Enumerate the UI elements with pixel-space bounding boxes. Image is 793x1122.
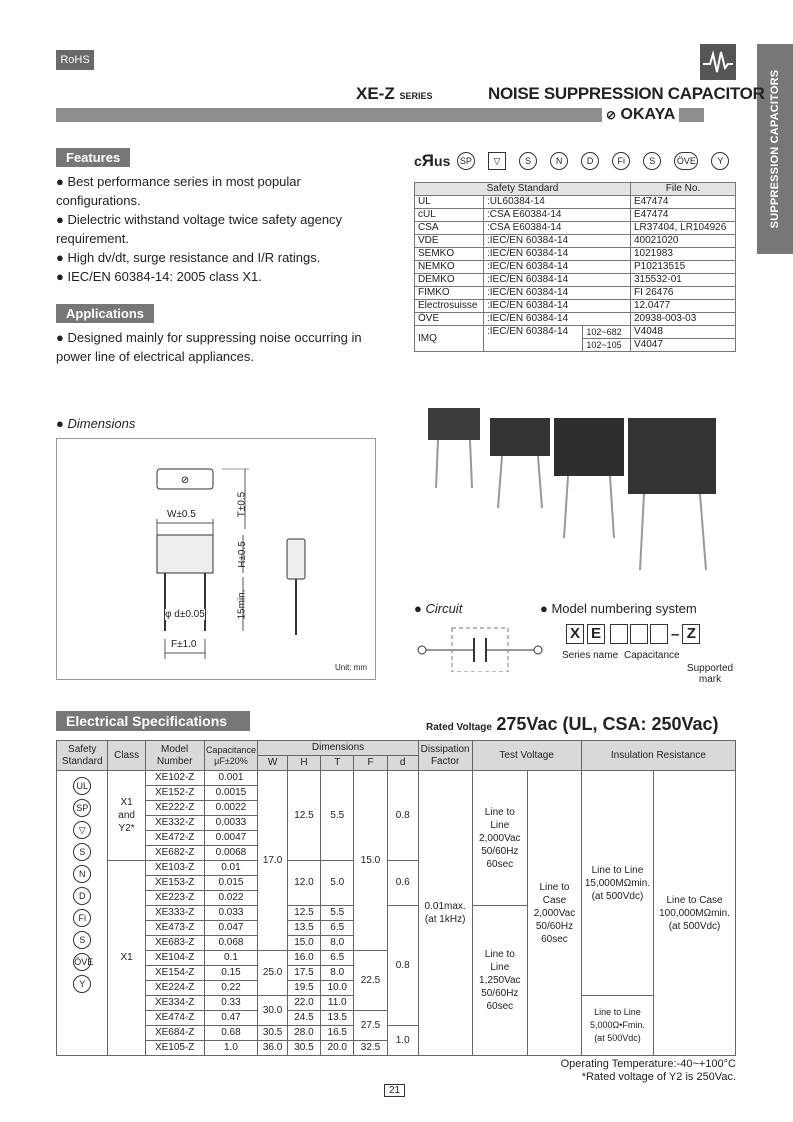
safety-row: [415, 287, 736, 300]
semko-icon: S: [519, 152, 537, 170]
okaya-mark-icon: ⊘: [606, 108, 617, 122]
safety-row: [415, 222, 736, 235]
imq-icon: Y: [73, 975, 91, 993]
capacitance: 0.068: [204, 936, 258, 951]
dim-t: 5.5: [321, 771, 354, 861]
capacitance: 0.01: [204, 861, 258, 876]
th-model: Model Number: [145, 741, 204, 771]
dim-h: 24.5: [287, 1011, 320, 1026]
height-dim-label: H±0.5: [236, 541, 248, 568]
standard-name: UL: [415, 196, 484, 209]
semko-icon: S: [73, 843, 91, 861]
capacitance: 0.047: [204, 921, 258, 936]
spec-table-wrap: [56, 740, 736, 1056]
file-no: E47474: [631, 209, 736, 222]
dim-t: 20.0: [321, 1041, 354, 1056]
safety-row: [415, 261, 736, 274]
file-no: FI 26476: [631, 287, 736, 300]
capacitance: 0.0022: [204, 801, 258, 816]
capacitance: 0.68: [204, 1026, 258, 1041]
fimko-icon: Fi: [73, 909, 91, 927]
safety-row: [415, 274, 736, 287]
y2-note: *Rated voltage of Y2 is 250Vac.: [581, 1071, 736, 1083]
model-number: XE684-Z: [145, 1026, 204, 1041]
dim-h: 12.5: [287, 771, 320, 861]
dim-h: 17.5: [287, 966, 320, 981]
imq-icon: Y: [711, 152, 729, 170]
class-cell: X1: [108, 861, 145, 1056]
rohs-badge: RoHS: [56, 50, 94, 70]
model-numbering-label: ● Model numbering system: [540, 601, 697, 616]
safety-row: [415, 326, 736, 339]
code-box: E: [587, 624, 605, 644]
standard-name: FIMKO: [415, 287, 484, 300]
safety-icons-cell: [57, 771, 108, 1056]
dim-t: 8.0: [321, 936, 354, 951]
capacitance: 0.033: [204, 906, 258, 921]
standard-name: NEMKO: [415, 261, 484, 274]
feature-item: ● Best performance series in most popular configurations.: [56, 174, 301, 208]
th-h: H: [287, 756, 320, 771]
thickness-dim-label: T±0.5: [236, 491, 248, 518]
product-photo: [414, 398, 736, 578]
electrosuisse-icon: S: [73, 931, 91, 949]
model-code-boxes: [566, 624, 700, 644]
safety-row: [415, 196, 736, 209]
spec-table: [56, 740, 736, 1056]
standard-name: SEMKO: [415, 248, 484, 261]
applications-list: [56, 328, 376, 366]
file-no-header: File No.: [631, 183, 736, 196]
application-item: ● Designed mainly for suppressing noise occurring in power line of electrical appliances.: [56, 330, 362, 364]
dim-t: 16.5: [321, 1026, 354, 1041]
model-number: XE472-Z: [145, 831, 204, 846]
supported-mark-caption: Supported mark: [686, 663, 734, 685]
th-ir: Insulation Resistance: [581, 741, 735, 771]
fimko-icon: Fi: [612, 152, 630, 170]
nemko-icon: N: [73, 865, 91, 883]
demko-icon: D: [73, 887, 91, 905]
feature-item: ● IEC/EN 60384-14: 2005 class X1.: [56, 269, 262, 284]
dim-t: 5.0: [321, 861, 354, 906]
applications-heading: Applications: [56, 304, 154, 323]
dim-h: 16.0: [287, 951, 320, 966]
model-number: XE682-Z: [145, 846, 204, 861]
dim-w: 30.5: [258, 1026, 287, 1041]
safety-row: [415, 313, 736, 326]
width-dim-label: W±0.5: [167, 509, 196, 520]
dim-t: 13.5: [321, 1011, 354, 1026]
model-number: XE683-Z: [145, 936, 204, 951]
dim-d: 0.6: [387, 861, 418, 906]
file-no: E47474: [631, 196, 736, 209]
dim-t: 11.0: [321, 996, 354, 1011]
dim-d: 0.8: [387, 771, 418, 861]
capacitance: 0.0015: [204, 786, 258, 801]
capacitance: 0.001: [204, 771, 258, 786]
ove-icon: ÖVE: [674, 152, 698, 170]
dim-h: 19.5: [287, 981, 320, 996]
spec-row: [57, 771, 736, 786]
model-number: XE105-Z: [145, 1041, 204, 1056]
demko-icon: D: [581, 152, 599, 170]
th-dims: Dimensions: [258, 741, 418, 756]
dim-w: 36.0: [258, 1041, 287, 1056]
features-list: [56, 172, 356, 286]
model-number: XE474-Z: [145, 1011, 204, 1026]
capacitance-caption: Capacitance: [624, 650, 680, 661]
dim-h: 12.0: [287, 861, 320, 906]
model-number: XE224-Z: [145, 981, 204, 996]
standard-spec: :IEC/EN 60384-14: [484, 248, 631, 261]
th-t: T: [321, 756, 354, 771]
footnotes: [500, 1058, 736, 1084]
dim-d: 1.0: [387, 1026, 418, 1056]
series-name: XE-Z SERIES: [356, 84, 433, 103]
safety-row: [415, 235, 736, 248]
dim-t: 10.0: [321, 981, 354, 996]
capacitance: 0.022: [204, 891, 258, 906]
dim-h: 30.5: [287, 1041, 320, 1056]
th-cap: Capacitance μF±20%: [204, 741, 258, 771]
standard-spec: :IEC/EN 60384-14: [484, 313, 631, 326]
capacitance: 1.0: [204, 1041, 258, 1056]
model-number: XE152-Z: [145, 786, 204, 801]
standard-name: VDE: [415, 235, 484, 248]
capacitance: 0.33: [204, 996, 258, 1011]
waveform-logo-icon: [700, 44, 736, 80]
test-voltage-lc: Line to Case 2,000Vac 50/60Hz 60sec: [528, 771, 582, 1056]
standard-spec: :IEC/EN 60384-14: [484, 274, 631, 287]
code-box: [610, 624, 628, 644]
dim-t: 6.5: [321, 951, 354, 966]
series-name-caption: Series name: [562, 650, 619, 661]
csa-icon: SP: [457, 152, 475, 170]
dimensions-drawing: [56, 438, 376, 680]
class-cell: X1 and Y2*: [108, 771, 145, 861]
standard-spec: :CSA E60384-14: [484, 222, 631, 235]
dim-f: 27.5: [354, 1011, 387, 1041]
th-class: Class: [108, 741, 145, 771]
dim-t: 6.5: [321, 921, 354, 936]
dim-w: 17.0: [258, 771, 287, 951]
insulation-ll: Line to Line 5,000Ω•Fmin. (at 500Vdc): [581, 996, 653, 1056]
standard-spec: :IEC/EN 60384-14: [484, 261, 631, 274]
file-no: P10213515: [631, 261, 736, 274]
model-number: XE332-Z: [145, 816, 204, 831]
circuit-diagram: [414, 624, 544, 677]
model-number: XE333-Z: [145, 906, 204, 921]
cert-icon-row: [414, 148, 736, 174]
dim-w: 30.0: [258, 996, 287, 1026]
capacitance: 0.1: [204, 951, 258, 966]
capacitance: 0.0033: [204, 816, 258, 831]
csa-icon: SP: [73, 799, 91, 817]
dissipation-factor: 0.01max. (at 1kHz): [418, 771, 472, 1056]
standard-name: CSA: [415, 222, 484, 235]
model-number: XE154-Z: [145, 966, 204, 981]
electrosuisse-icon: S: [643, 152, 661, 170]
file-no: LR37404, LR104926: [631, 222, 736, 235]
dimensions-label: ● Dimensions: [56, 416, 136, 431]
features-heading: Features: [56, 148, 130, 167]
elec-spec-heading: Electrical Specifications: [56, 711, 250, 731]
standard-spec: :IEC/EN 60384-14: [484, 326, 583, 352]
insulation-lc: Line to Case 100,000MΩmin. (at 500Vdc): [654, 771, 736, 1056]
safety-row: [415, 248, 736, 261]
rated-voltage: Rated Voltage 275Vac (UL, CSA: 250Vac): [426, 714, 719, 734]
page-title: NOISE SUPPRESSION CAPACITOR: [488, 84, 765, 103]
model-number: XE223-Z: [145, 891, 204, 906]
capacitance: 0.015: [204, 876, 258, 891]
circuit-label: ● Circuit: [414, 601, 463, 616]
dim-w: 25.0: [258, 951, 287, 996]
dim-h: 12.5: [287, 906, 320, 921]
ul-icon: UL: [73, 777, 91, 795]
file-no: 315532-01: [631, 274, 736, 287]
code-box: X: [566, 624, 584, 644]
safety-standard-table: [414, 182, 736, 352]
ul-icon: cЯus: [414, 151, 451, 170]
standard-name: IMQ: [415, 326, 484, 352]
lead-dia-label: φ d±0.05: [165, 609, 205, 620]
file-no: 1021983: [631, 248, 736, 261]
capacitance: 0.15: [204, 966, 258, 981]
lead-length-label: 15min.: [236, 589, 248, 620]
dim-d: 0.8: [387, 906, 418, 1026]
standard-name: ÖVE: [415, 313, 484, 326]
standard-spec: :IEC/EN 60384-14: [484, 300, 631, 313]
model-number: XE103-Z: [145, 861, 204, 876]
dim-f: 22.5: [354, 951, 387, 1011]
safety-standard-header: Safety Standard: [415, 183, 631, 196]
capacitance: 0.22: [204, 981, 258, 996]
insulation-ll: Line to Line 15,000MΩmin. (at 500Vdc): [581, 771, 653, 996]
dim-h: 22.0: [287, 996, 320, 1011]
side-tab: SUPPRESSION CAPACITORS: [757, 44, 793, 254]
file-no: 12.0477: [631, 300, 736, 313]
test-voltage-ll: Line to Line 1,250Vac 50/60Hz 60sec: [472, 906, 528, 1056]
dim-t: 5.5: [321, 906, 354, 921]
vde-icon: ▽: [73, 821, 91, 839]
operating-temp: Operating Temperature:-40~+100°C: [560, 1058, 736, 1070]
dim-h: 15.0: [287, 936, 320, 951]
dim-t: 8.0: [321, 966, 354, 981]
file-no: 20938-003-03: [631, 313, 736, 326]
standard-spec: :UL60384-14: [484, 196, 631, 209]
ove-icon: ÖVE: [73, 953, 91, 971]
th-tv: Test Voltage: [472, 741, 581, 771]
dim-f: 32.5: [354, 1041, 387, 1056]
th-w: W: [258, 756, 287, 771]
brand-logo: ⊘ OKAYA: [602, 106, 679, 124]
code-box: Z: [682, 624, 700, 644]
vde-icon: ▽: [488, 152, 506, 170]
standard-name: Electrosuisse: [415, 300, 484, 313]
dim-h: 13.5: [287, 921, 320, 936]
model-number: XE102-Z: [145, 771, 204, 786]
dim-h: 28.0: [287, 1026, 320, 1041]
th-d: d: [387, 756, 418, 771]
test-voltage-ll: Line to Line 2,000Vac 50/60Hz 60sec: [472, 771, 528, 906]
code-dash: –: [671, 625, 680, 643]
safety-row: [415, 300, 736, 313]
model-number: XE473-Z: [145, 921, 204, 936]
unit-label: Unit: mm: [335, 663, 367, 672]
standard-spec: :CSA E60384-14: [484, 209, 631, 222]
model-number: XE222-Z: [145, 801, 204, 816]
capacitance: 0.0068: [204, 846, 258, 861]
capacitance: 0.0047: [204, 831, 258, 846]
feature-item: ● Dielectric withstand voltage twice safety agency requirement.: [56, 212, 343, 246]
safety-row: [415, 209, 736, 222]
code-box: [630, 624, 648, 644]
svg-text:⊘: ⊘: [180, 475, 190, 486]
code-box: [650, 624, 668, 644]
pitch-label: F±1.0: [171, 639, 197, 650]
capacitance: 0.47: [204, 1011, 258, 1026]
nemko-icon: N: [550, 152, 568, 170]
model-number: XE104-Z: [145, 951, 204, 966]
standard-spec: :IEC/EN 60384-14: [484, 287, 631, 300]
imq-range: 102~682: [583, 326, 631, 339]
model-number: XE334-Z: [145, 996, 204, 1011]
standard-name: cUL: [415, 209, 484, 222]
file-no: V4048: [631, 326, 736, 339]
th-df: Dissipation Factor: [418, 741, 472, 771]
imq-range: 102~105: [583, 339, 631, 352]
file-no: V4047: [631, 339, 736, 352]
standard-name: DEMKO: [415, 274, 484, 287]
th-f: F: [354, 756, 387, 771]
standard-spec: :IEC/EN 60384-14: [484, 235, 631, 248]
model-number: XE153-Z: [145, 876, 204, 891]
page-number: 21: [384, 1084, 405, 1097]
th-safety: Safety Standard: [57, 741, 108, 771]
file-no: 40021020: [631, 235, 736, 248]
dim-f: 15.0: [354, 771, 387, 951]
feature-item: ● High dv/dt, surge resistance and I/R ratings.: [56, 250, 321, 265]
